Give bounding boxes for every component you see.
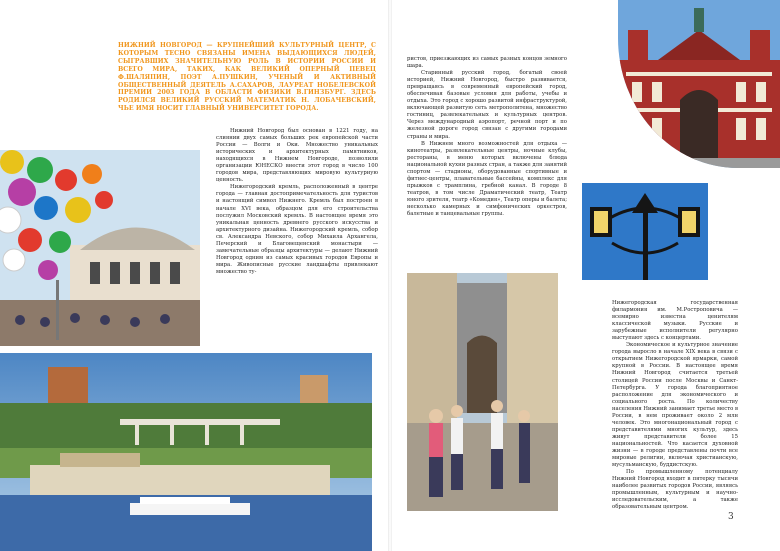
body-paragraph: Нижний Новгород был основан в 1221 году, на слиянии двух самых больших рек европейской части России — Волги и Оки. Множество уникальных исторических и архитектурных памятников, находящихся в Нижнем Новгороде, позволили организации ЮНЕСКО внести этот город в число 100 городов мира, представляющих мировую культурную ценность. xyxy=(216,128,378,184)
page-gutter xyxy=(388,0,392,551)
right-text-column xyxy=(612,300,738,511)
street-lantern-photo xyxy=(582,183,708,280)
middle-text-column xyxy=(407,56,567,218)
pedestrian-street-photo xyxy=(407,273,558,511)
body-paragraph: Экономическое и культурное значение города выросло в начале XIX века в связи с открытием Нижегородской ярмарки, самой крупной в России. В настоящее время Нижний Новгород считается третьей столицей России после Москвы и Санкт-Петербурга. У города благоприятное расположение для экономического и социального роста. По количеству населения Нижний занимает третье место в России, в нем проживает около 2 млн человек. Это многонациональный город с представителями многих культур, здесь живут представители более 15 национальностей. Что касается духовной жизни — в городе представлены почти все мировые религии, включая христианскую, мусульманскую, буддистскую. xyxy=(612,342,738,469)
volga-embankment-photo xyxy=(0,353,372,551)
body-paragraph: Нижегородская государственная филармония им. М.Ростроповича — всемирно известна ценителям классической музыки. Русские и зарубежные исполнители регулярно выступают здесь с концертами. xyxy=(612,300,738,342)
body-paragraph: Старинный русский город, богатый своей историей, Нижний Новгород, быстро развивается, превращаясь в современный европейский город, обеспечивая базовые условия для работы, учебы и отдыха. Это город с хорошо развитой инфраструктурой, включающей развитую сеть метрополитена, множество гостиниц, развлекательных и культурных центров. Через международный аэропорт, речной порт и по железной дороге город связан с другими городами страны и мира. xyxy=(407,70,567,140)
body-paragraph: Нижегородский кремль, расположенный в центре города — главная достопримечательность для туристов и настоящий символ Нижнего. Кремль был построен в начале XVI века, образцом для его строительства послужил Московский кремль. В настоящее время это уникальная ценность древнего русского искусства и архитектурного дизайна. Нижегородский кремль, собор св. Александра Невского, собор Михаила Архангела, Печерский и Благовещенский монастыри — замечательные образцы архитектуры — делают Нижний Новгород одним из самых красивых городов Европы и мира. Живописные русские ландшафты привлекают множество ту- xyxy=(216,184,378,275)
body-paragraph: ристов, приезжающих из самых разных концов земного шара. xyxy=(407,56,567,70)
balloons-festival-photo xyxy=(0,150,200,346)
body-paragraph: По промышленному потенциалу Нижний Новгород входит в пятерку тысячи наиболее развитых городов России, являясь промышленным, культурным и научно-исследовательским, а также образовательным центром. xyxy=(612,469,738,511)
body-paragraph: В Нижнем много возможностей для отдыха — кинотеатры, развлекательные центры, ночные клубы, рестораны, в меню которых включены блюда национальной кухни разных стран, а также для занятий спортом — стадионы, оборудованные спортивные и фитнес-центры, плавательные бассейны, комплекс для прыжков с трамплина, гребной канал. В городе 8 театров, в том числе Драматический театр, Театр юного зрителя, театр «Комедия», Театр оперы и балета; несколько камерных и симфонических оркестров, балетные и танцевальные группы. xyxy=(407,140,567,218)
left-text-column xyxy=(216,128,378,276)
lead-paragraph: НИЖНИЙ НОВГОРОД — КРУПНЕЙШИЙ КУЛЬТУРНЫЙ ЦЕНТР, С КОТОРЫМ ТЕСНО СВЯЗАНЫ ИМЕНА ВЫДАЮЩИХСЯ ЛЮДЕЙ, СЫГРАВШИХ ЗНАЧИТЕЛЬНУЮ РОЛЬ В ИСТОРИИ РОССИИ И ВСЕГО МИРА, ТАКИХ, КАК ВЕЛИКИЙ ОПЕРНЫЙ ПЕВЕЦ Ф.ШАЛЯПИН, ПОЭТ А.ПУШКИН, УЧЕНЫЙ И АКТИВНЫЙ ОБЩЕСТВЕННЫЙ ДЕЯТЕЛЬ А.САХАРОВ, ЛАУРЕАТ НОБЕЛЕВСКОЙ ПРЕМИИ 2003 ГОДА В ОБЛАСТИ ФИЗИКИ В.ГИНЗБУРГ. ЗДЕСЬ РОДИЛСЯ ВЕЛИКИЙ РУССКИЙ МАТЕМАТИК Н. ЛОБАЧЕВСКИЙ, ЧЬЕ ИМЯ НОСИТ ГЛАВНЫЙ УНИВЕРСИТЕТ ГОРОДА. xyxy=(118,42,376,113)
page-number: 3 xyxy=(728,512,734,522)
